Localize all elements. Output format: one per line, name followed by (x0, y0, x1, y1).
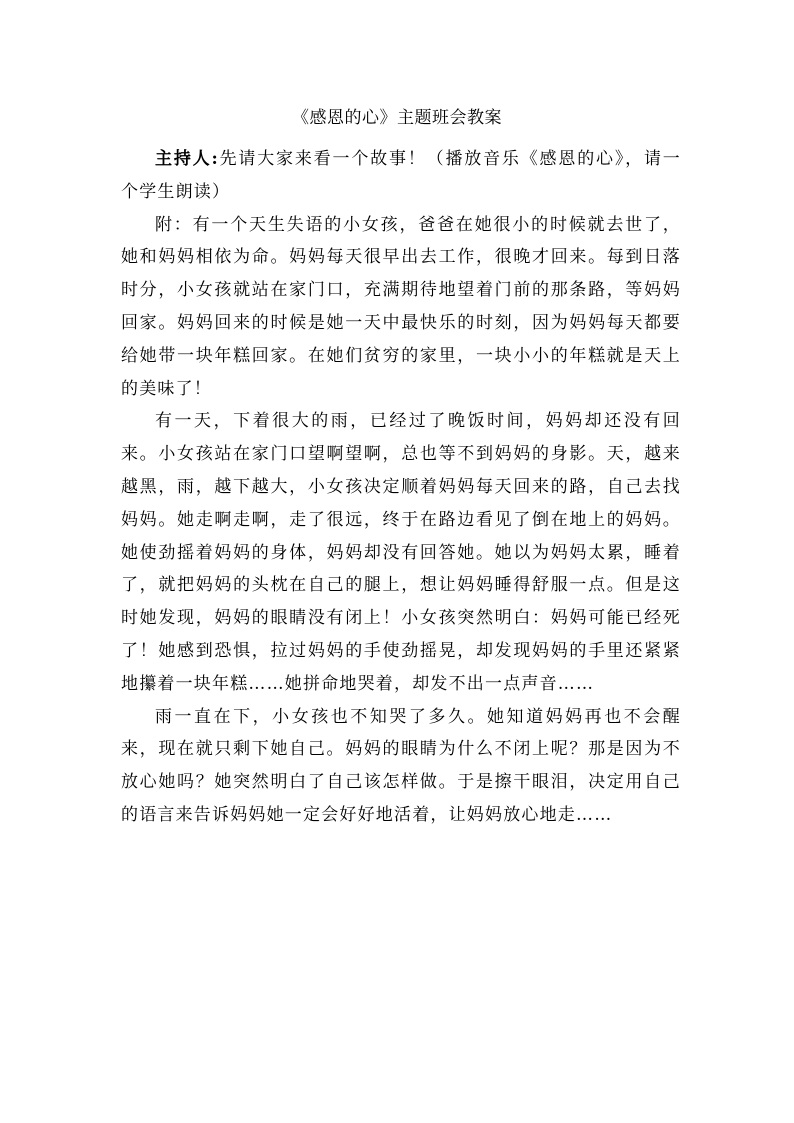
document-title: 《感恩的心》主题班会教案 (292, 108, 502, 128)
host-intro-paragraph (121, 143, 681, 209)
story-paragraph-2: 有一天，下着很大的雨，已经过了晚饭时间，妈妈却还没有回来。小女孩站在家门口望啊望啊，总也等不到妈妈的身影。天，越来越黑，雨，越下越大，小女孩决定顺着妈妈每天回来的路，自己去找妈妈。她走啊走啊，走了很远，终于在路边看见了倒在地上的妈妈。她使劲摇着妈妈的身体，妈妈却没有回答她。她以为妈妈太累，睡着了，就把妈妈的头枕在自己的腿上，想让妈妈睡得舒服一点。但是这时她发现，妈妈的眼睛没有闭上！小女孩突然明白：妈妈可能已经死了！她感到恐惧，拉过妈妈的手使劲摇晃，却发现妈妈的手里还紧紧地攥着一块年糕……她拼命地哭着，却发不出一点声音…… (121, 411, 681, 694)
host-label: 主持人: (155, 149, 219, 169)
host-text: 先请大家来看一个故事！（播放音乐《感恩的心》，请一个学生朗读） (121, 149, 682, 202)
document-body (121, 143, 681, 832)
story-paragraph-1: 附：有一个天生失语的小女孩，爸爸在她很小的时候就去世了，她和妈妈相依为命。妈妈每天很早出去工作，很晚才回来。每到日落时分，小女孩就站在家门口，充满期待地望着门前的那条路，等妈妈回家。妈妈回来的时候是她一天中最快乐的时刻，因为妈妈每天都要给她带一块年糕回家。在她们贫穷的家里，一块小小的年糕就是天上的美味了！ (121, 214, 681, 399)
story-paragraph-3: 雨一直在下，小女孩也不知哭了多久。她知道妈妈再也不会醒来，现在就只剩下她自己。妈妈的眼睛为什么不闭上呢？那是因为不放心她吗？她突然明白了自己该怎样做。于是擦干眼泪，决定用自己的语言来告诉妈妈她一定会好好地活着，让妈妈放心地走…… (121, 706, 681, 825)
